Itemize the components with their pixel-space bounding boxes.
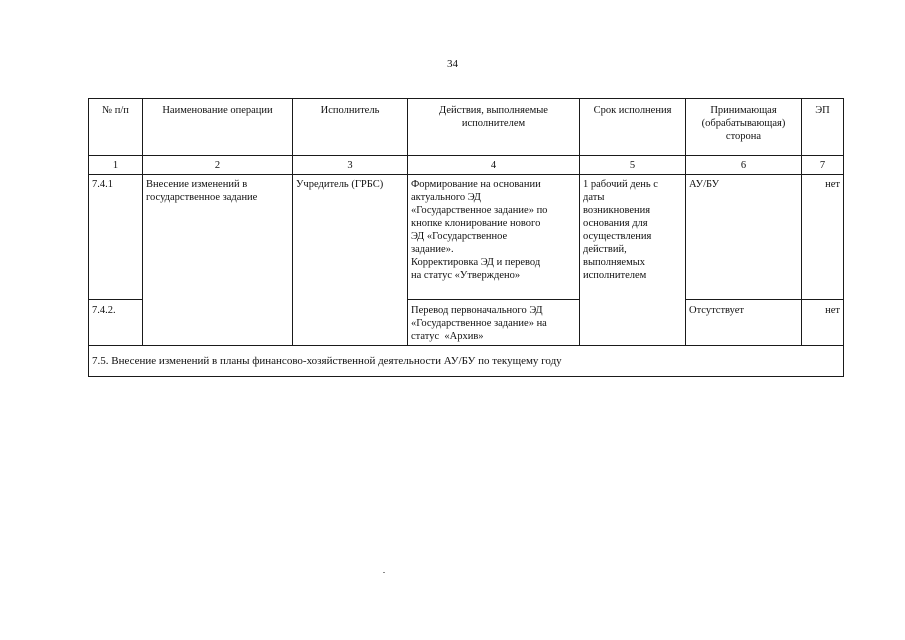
receiver-cell: АУ/БУ [686, 175, 802, 300]
page-number: 34 [447, 58, 458, 70]
header-cell-deadline: Срок исполнения [580, 99, 686, 156]
operations-table [88, 98, 844, 377]
header-cell-executor: Исполнитель [293, 99, 408, 156]
section-title: 7.5. Внесение изменений в планы финансово-хозяйственной деятельности АУ/БУ по текущему году [89, 346, 844, 377]
column-number: 3 [293, 156, 408, 175]
receiver-cell: Отсутствует [686, 300, 802, 346]
row-number: 7.4.1 [89, 175, 143, 300]
actions-cell: Перевод первоначального ЭД «Государственное задание» на статус «Архив» [408, 300, 580, 346]
deadline-cell: 1 рабочий день с даты возникновения основания для осуществления действий, выполняемых исполнителем [580, 175, 686, 346]
column-number: 1 [89, 156, 143, 175]
executor-cell: Учредитель (ГРБС) [293, 175, 408, 346]
column-number-row [89, 156, 844, 175]
operation-name: Внесение изменений в государственное задание [143, 175, 293, 346]
header-cell-operation: Наименование операции [143, 99, 293, 156]
table-row [89, 175, 844, 300]
column-number: 7 [802, 156, 844, 175]
header-cell-receiver: Принимающая (обрабатывающая) сторона [686, 99, 802, 156]
column-number: 2 [143, 156, 293, 175]
ep-cell: нет [802, 300, 844, 346]
header-cell-ep: ЭП [802, 99, 844, 156]
table-header-row [89, 99, 844, 156]
column-number: 4 [408, 156, 580, 175]
section-row [89, 346, 844, 377]
column-number: 5 [580, 156, 686, 175]
scan-speck [383, 572, 385, 573]
header-cell-actions: Действия, выполняемые исполнителем [408, 99, 580, 156]
column-number: 6 [686, 156, 802, 175]
row-number: 7.4.2. [89, 300, 143, 346]
ep-cell: нет [802, 175, 844, 300]
header-cell-num: № п/п [89, 99, 143, 156]
actions-cell: Формирование на основании актуального ЭД «Государственное задание» по кнопке клонирование нового ЭД «Государственное задание». Корректировка ЭД и перевод на статус «Утверждено» [408, 175, 580, 300]
